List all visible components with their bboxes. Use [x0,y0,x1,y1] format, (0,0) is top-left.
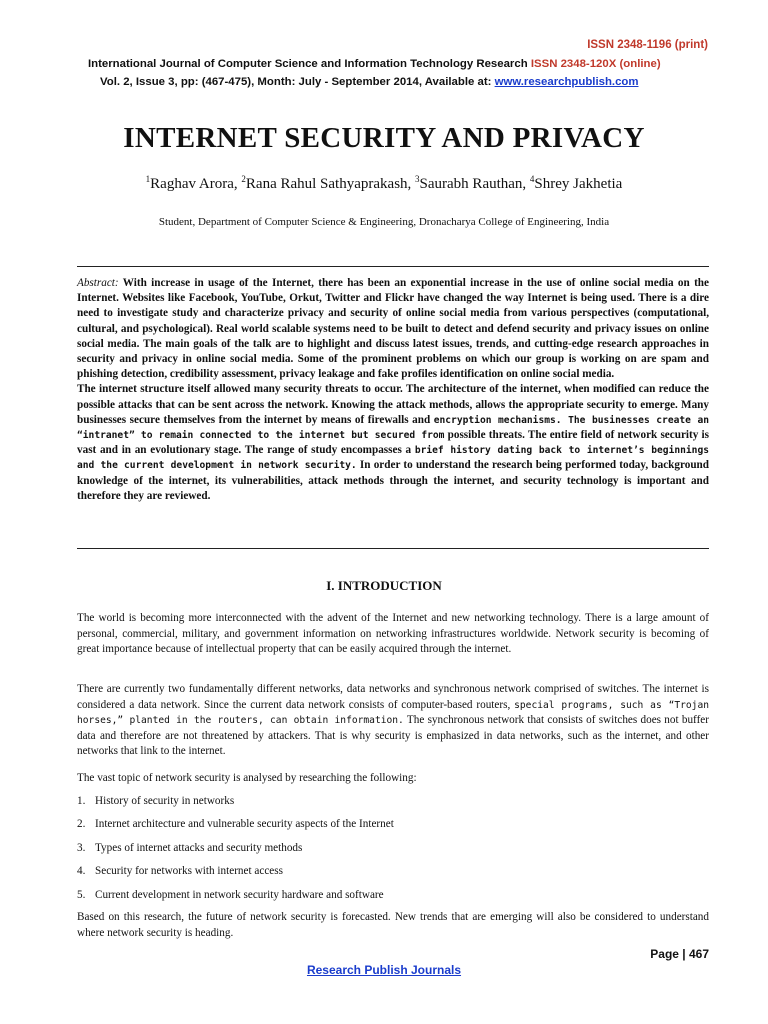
author-sup: 1 [145,174,151,184]
list-item [77,818,709,841]
intro-p2-text-b: The synchronous network that consists of switches does not buffer data and therefore are not threatened by attackers. That is why security is emphasized in data networks, such as the internet, and other networks that link to the internet. [77,714,710,758]
abstract-text-c: possible threats. The entire field of network security is vast and in an evolutionary stage. The range of study encompasses a [77,429,710,457]
list-item-number: 5. [77,888,86,901]
list-item [77,842,709,865]
paper-title: INTERNET SECURITY AND PRIVACY [123,122,645,154]
author-sup: 4 [529,174,535,184]
list-item-text: Types of internet attacks and security methods [95,841,303,854]
intro-paragraph-2 [77,682,709,760]
abstract-mono-b: encryption mechanisms. The businesses create an “intranet” to remain connected to the internet but secured from [77,414,710,442]
abstract-text-d: In order to understand the research being performed today, background knowledge of the internet, its vulnerabilities, attack methods through the internet, and security technology is important and therefore they are reviewed. [77,459,709,502]
topic-list [77,795,709,912]
list-item-text: History of security in networks [95,795,235,807]
volume-info: Vol. 2, Issue 3, pp: (467-475), Month: July - September 2014, Available at: [100,76,492,88]
abstract-mono-c: brief history dating back to internet’s beginnings and the current development in network security. [77,445,710,472]
intro-paragraph-1: The world is becoming more interconnected with the advent of the Internet and new networking technology. There is a large amount of personal, commercial, military, and government information on networking infrastructures worldwide. Network security is becoming of great importance because of intellectual property that can be easily acquired through the internet. [77,612,709,656]
author-list [0,174,768,193]
intro-p2-mono: special programs, such as “Trojan horses,” planted in the routers, can obtain information. [77,699,710,727]
list-item [77,865,709,888]
author-name: Rana Rahul Sathyaprakash, [245,176,416,192]
publisher-footer-link[interactable]: Research Publish Journals [306,963,462,977]
journal-header [88,58,728,70]
author-sup: 2 [241,174,246,184]
page-number: Page | 467 [650,947,709,961]
abstract-text-a: With increase in usage of the Internet, there has been an exponential increase in the use of online social media on the Internet. Websites like Facebook, YouTube, Orkut, Twitter and Flickr have changed the way Internet is being used. There is a dire need to investigate study and characterize privacy and security of online social media from various perspectives (computational, cultural, and psychological). Real world scalable systems need to be built to detect and defend security and privacy issues on online social media. The main goals of the talk are to highlight and discuss latest issues, trends, and cutting-edge research approaches in security and privacy in online social media. Some of the prominent problems on which our group is working on are spam and phishing detection, credibility assessment, privacy leakage and fake profiles identification on online social media. [77,277,709,381]
list-item [77,889,709,912]
list-item [77,795,709,818]
affiliation: Student, Department of Computer Science & Engineering, Dronacharya College of Engineering, India [158,216,610,228]
intro-paragraph-4: Based on this research, the future of network security is forecasted. New trends that are emerging will also be considered to understand where network security is heading. [77,911,709,939]
issn-print: ISSN 2348-1196 (print) [587,39,708,51]
list-item-number: 3. [77,841,86,854]
list-item-text: Internet architecture and vulnerable security aspects of the Internet [95,818,394,831]
journal-name: International Journal of Computer Science and Information Technology Research [88,58,528,70]
list-item-number: 1. [77,795,86,807]
list-item-number: 4. [77,865,86,878]
list-item-text: Current development in network security hardware and software [95,888,384,901]
abstract-text-b: The internet structure itself allowed many security threats to occur. The architecture of the internet, when modified can reduce the possible attacks that can be sent across the network. Knowing the attack methods, allows the appropriate security to emerge. Many businesses secure themselves from the internet by means of firewalls and [77,383,709,426]
issn-online: ISSN 2348-120X (online) [530,58,661,70]
list-item-number: 2. [77,818,86,831]
website-link[interactable]: www.researchpublish.com [494,76,639,88]
author-name: Raghav Arora, [150,176,242,192]
intro-p2-text-a: There are currently two fundamentally different networks, data networks and synchronous network comprised of switches. The internet is considered a data network. Since the current data network consists of computer-based routers, [77,683,709,711]
author-name: Shrey Jakhetia [534,176,623,192]
abstract-label: Abstract: [77,277,119,289]
volume-info-line [100,76,639,88]
section-heading: I. INTRODUCTION [326,578,442,593]
abstract [77,276,709,504]
author-name: Saurabh Rauthan, [419,176,530,192]
list-item-text: Security for networks with internet access [95,865,283,878]
author-sup: 3 [415,174,420,184]
intro-paragraph-3: The vast topic of network security is analysed by researching the following: [77,772,417,784]
